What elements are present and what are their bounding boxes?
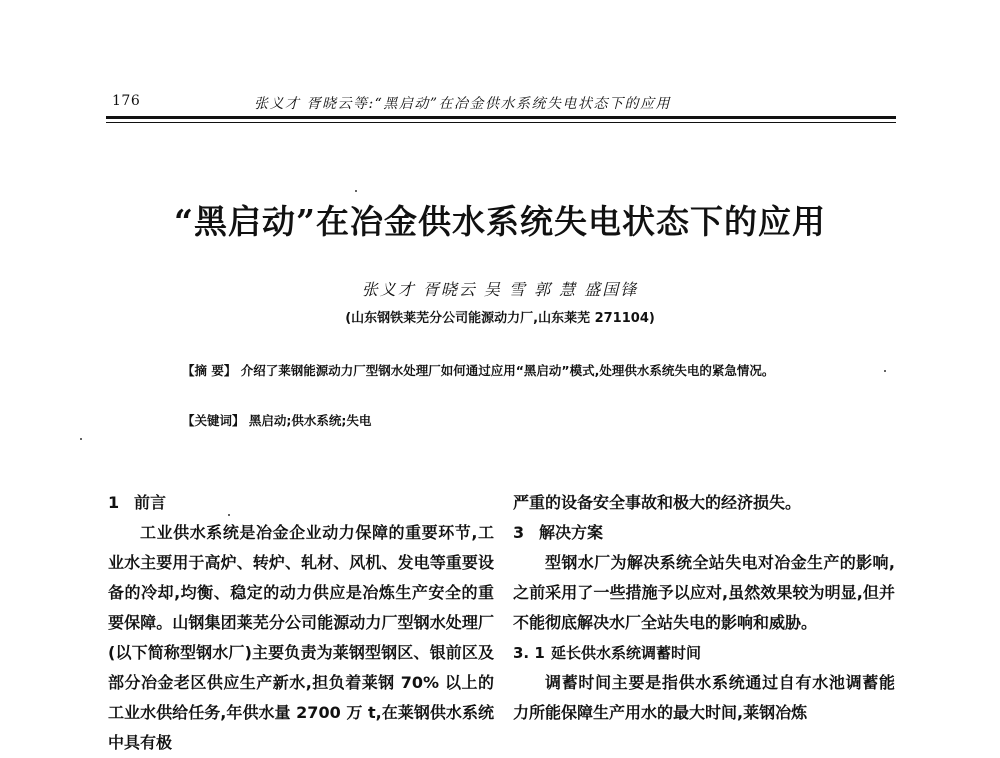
paper-title: “黑启动”在冶金供水系统失电状态下的应用 bbox=[174, 202, 826, 241]
section-3-1-number: 3. 1 bbox=[513, 644, 545, 662]
section-3-paragraph: 型钢水厂为解决系统全站失电对冶金生产的影响,之前采用了一些措施予以应对,虽然效果较为明显,但并不能彻底解决水厂全站失电的影响和威胁。 bbox=[513, 553, 895, 632]
left-column bbox=[108, 488, 494, 758]
section-3-1-heading bbox=[513, 638, 895, 668]
keywords-label: 【关键词】 bbox=[182, 413, 245, 428]
scan-speck bbox=[355, 190, 357, 192]
scan-speck bbox=[80, 438, 82, 440]
section-3-number: 3 bbox=[513, 523, 525, 542]
section-3-title: 解决方案 bbox=[539, 523, 604, 542]
section-1-heading bbox=[108, 488, 494, 518]
header-rule-thick bbox=[106, 116, 896, 119]
section-1-title: 前言 bbox=[134, 493, 167, 512]
scan-speck bbox=[884, 370, 886, 372]
abstract bbox=[160, 359, 850, 382]
right-column bbox=[513, 488, 895, 728]
section-3-1-paragraph: 调蓄时间主要是指供水系统通过自有水池调蓄能力所能保障生产用水的最大时间,莱钢冶炼 bbox=[513, 673, 895, 722]
running-title: 张义才 胥晓云等:“黑启动”在冶金供水系统失电状态下的应用 bbox=[254, 96, 671, 112]
authors: 张义才 胥晓云 吴 雪 郭 慧 盛国锋 bbox=[361, 280, 639, 299]
section-3-heading bbox=[513, 518, 895, 548]
scan-speck bbox=[228, 514, 230, 516]
continuation-text: 严重的设备安全事故和极大的经济损失。 bbox=[513, 493, 802, 512]
running-header bbox=[106, 93, 896, 115]
abstract-label: 【摘 要】 bbox=[182, 363, 237, 378]
affiliation: (山东钢铁莱芜分公司能源动力厂,山东莱芜 271104) bbox=[345, 311, 655, 326]
section-3-1-title: 延长供水系统调蓄时间 bbox=[551, 644, 702, 662]
keywords-text: 黑启动;供水系统;失电 bbox=[248, 413, 372, 428]
keywords bbox=[182, 411, 371, 429]
abstract-text: 介绍了莱钢能源动力厂型钢水处理厂如何通过应用“黑启动”模式,处理供水系统失电的紧急情况。 bbox=[240, 363, 775, 378]
section-1-number: 1 bbox=[108, 493, 120, 512]
page-number: 176 bbox=[112, 93, 141, 109]
header-rule-thin bbox=[106, 122, 896, 123]
section-1-paragraph: 工业供水系统是冶金企业动力保障的重要环节,工业水主要用于高炉、转炉、轧材、风机、发电等重要设备的冷却,均衡、稳定的动力供应是冶炼生产安全的重要保障。山钢集团莱芜分公司能源动力厂型钢水处理厂(以下简称型钢水厂)主要负责为莱钢型钢区、银前区及部分冶金老区供应生产新水,担负着莱钢 70% 以上的工业水供给任务,年供水量 2700 万 t,在莱钢供水系统中具有极 bbox=[108, 523, 494, 752]
